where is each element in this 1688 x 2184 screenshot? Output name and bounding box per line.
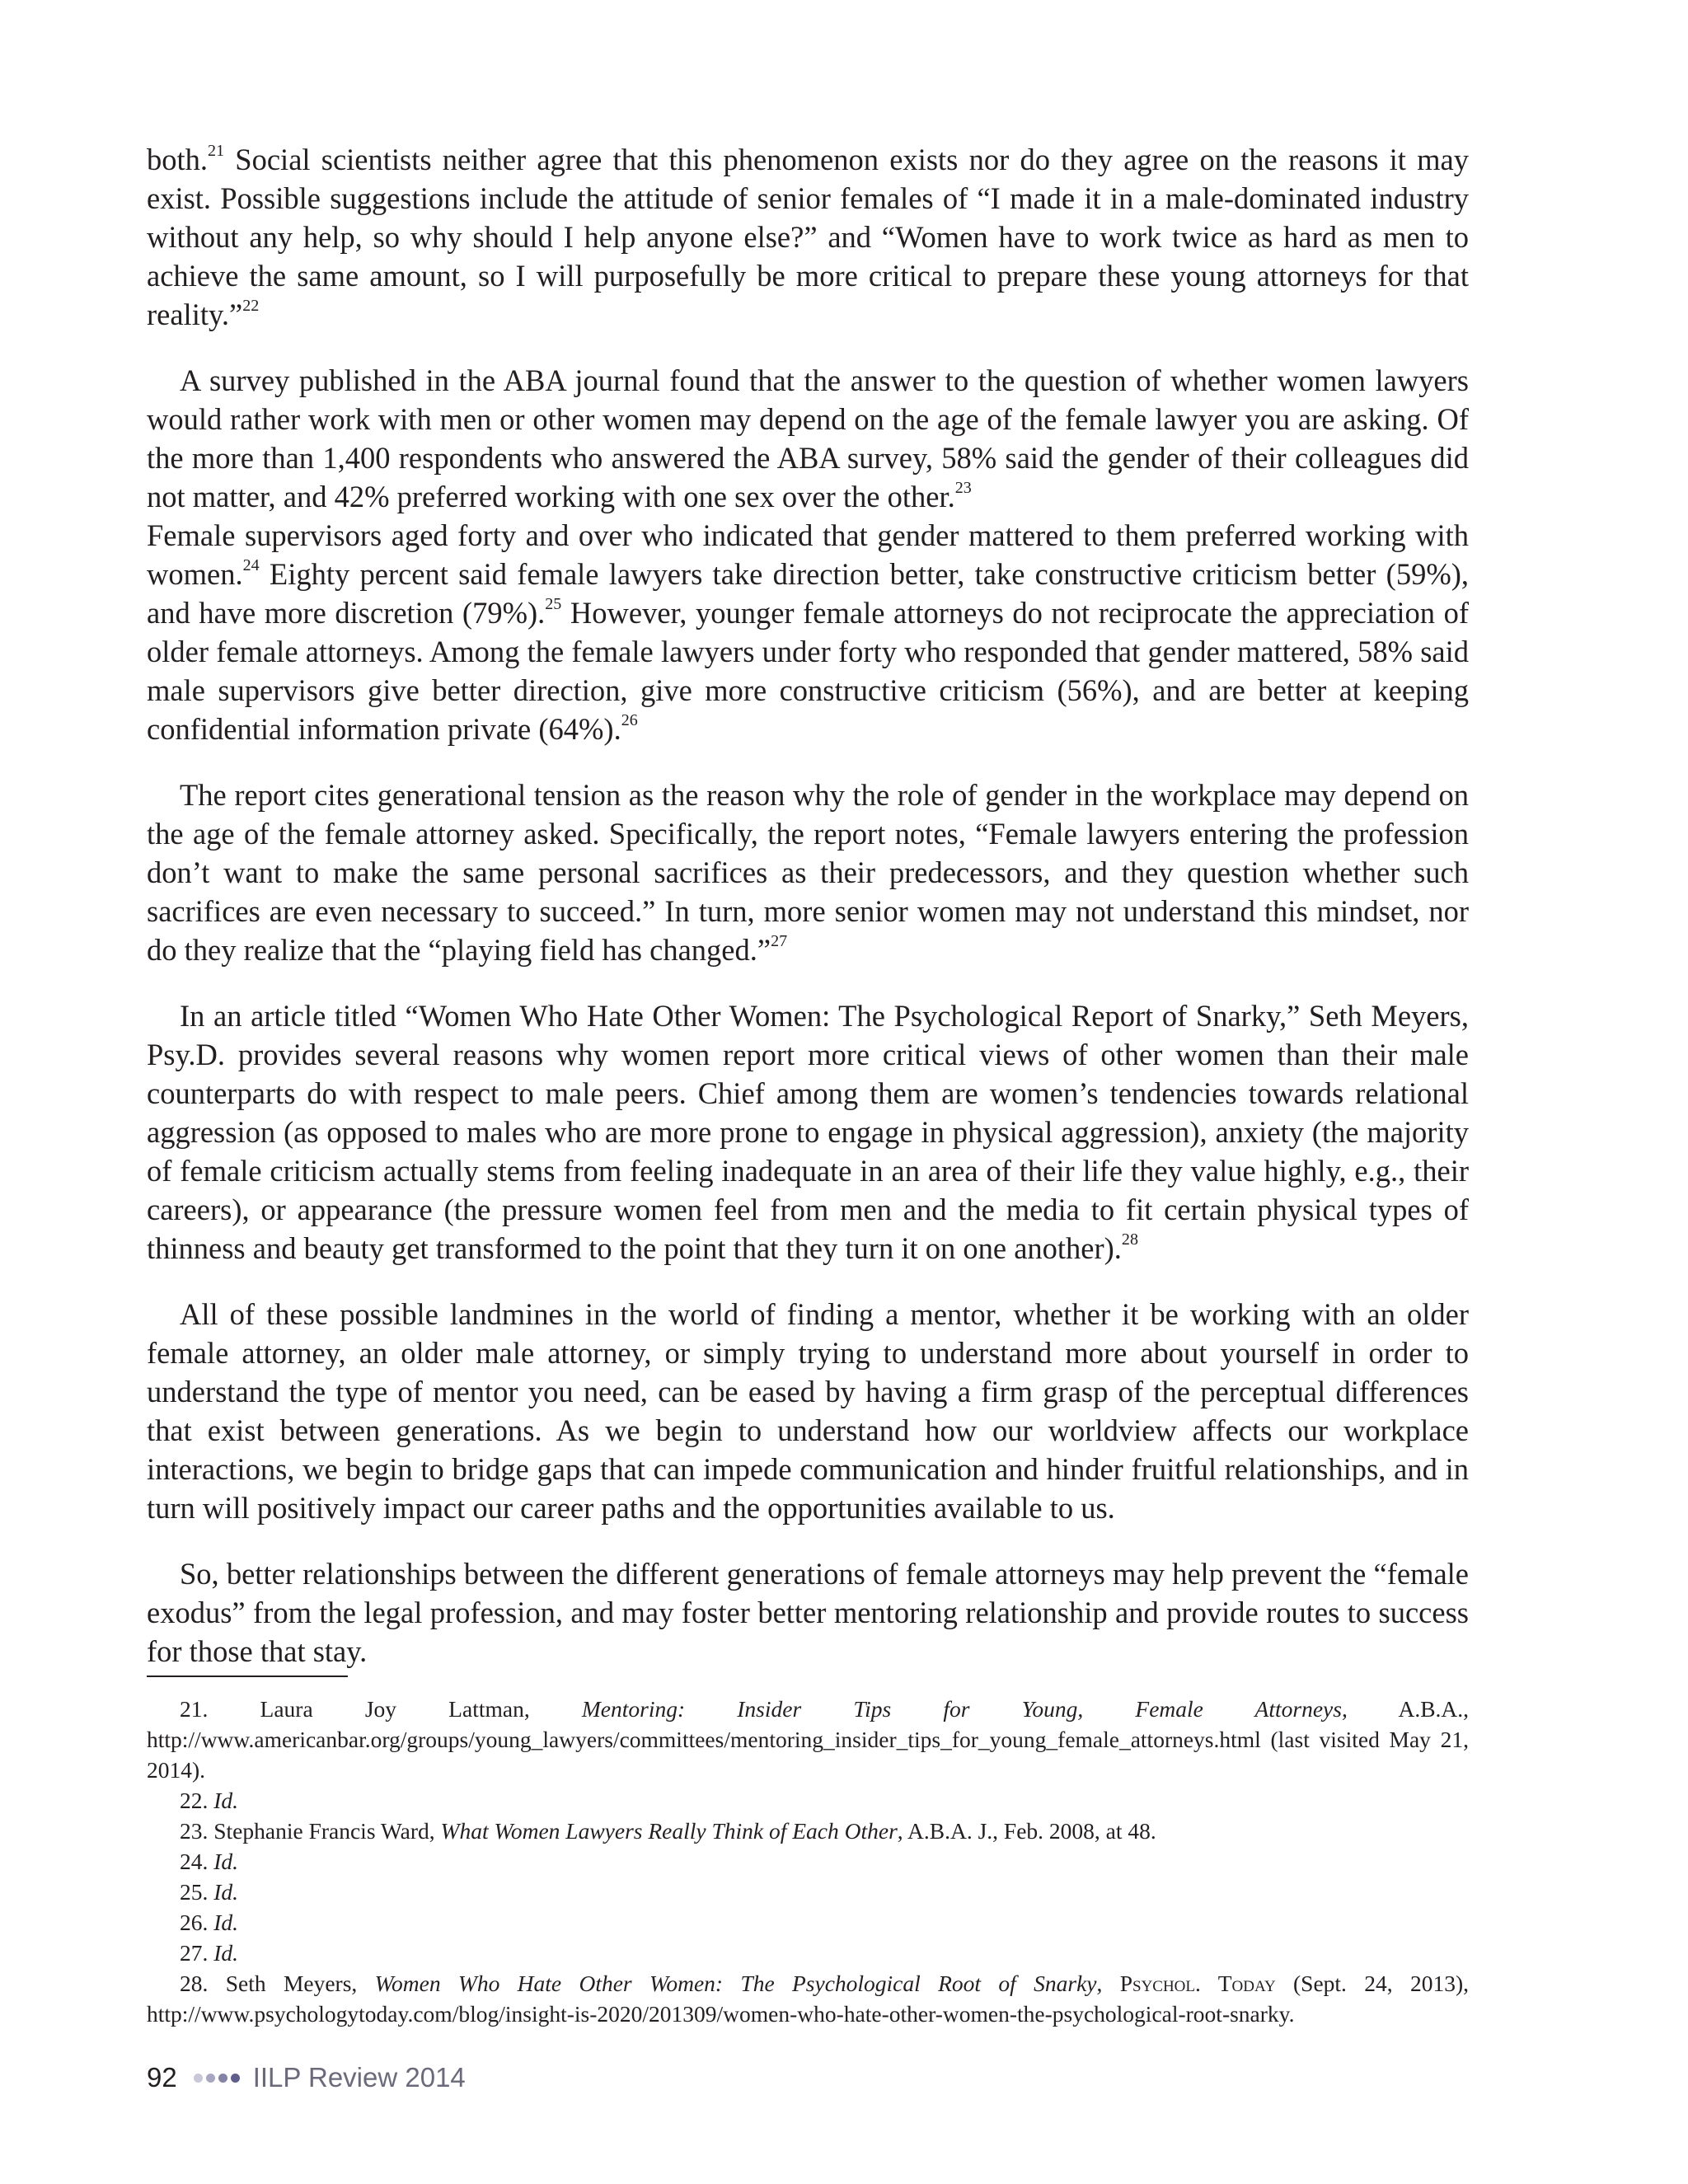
paragraph-1 [147, 140, 1469, 334]
footnote-ref-28[interactable]: 28 [1121, 1230, 1138, 1249]
paragraph-5 [147, 1295, 1469, 1527]
paragraph-3 [147, 776, 1469, 969]
paragraph-text: Eighty percent said female lawyers take direction better, take constructive criticism better (59%), and have more discretion (79%). [147, 557, 1469, 630]
footnote-title: Mentoring: Insider Tips for Young, Female Attorneys, [581, 1696, 1348, 1722]
footnote-number: 26. [180, 1910, 209, 1935]
footnote-text: Id. [213, 1940, 239, 1966]
dot-icon [231, 2074, 240, 2083]
footer-dots-icon [194, 2074, 243, 2083]
footnote-ref-23[interactable]: 23 [954, 478, 972, 497]
footnote-ref-24[interactable]: 24 [242, 555, 260, 574]
footnote-26 [147, 1907, 1469, 1938]
paragraph-text: All of these possible landmines in the world of finding a mentor, whether it be working with an older female attorney, an older male attorney, or simply trying to understand more about yourself in order to understand the type of mentor you need, can be eased by having a firm grasp of the perceptual differences that exist between generations. As we begin to understand how our worldview affects our workplace interactions, we begin to bridge gaps that can impede communication and hinder fruitful relationships, and in turn will positively impact our career paths and the opportunities available to us. [147, 1297, 1469, 1525]
paragraph-text: In an article titled “Women Who Hate Other Women: The Psychological Report of Snarky,” Seth Meyers, Psy.D. provides several reasons why women report more critical views of other women than their male counterparts do with respect to male peers. Chief among them are women’s tendencies towards relational aggression (as opposed to males who are more prone to engage in physical aggression), anxiety (the majority of female criticism actually stems from feeling inadequate in an area of their life they value highly, e.g., their careers), or appearance (the pressure women feel from men and the media to fit certain physical types of thinness and beauty get transformed to the point that they turn it on one another). [147, 999, 1469, 1265]
paragraph-6 [147, 1554, 1469, 1671]
footnote-number: 23. [180, 1818, 209, 1844]
paragraph-text: A survey published in the ABA journal found that the answer to the question of whether women lawyers would rather work with men or other women may depend on the age of the female lawyer you are asking. Of the more than 1,400 respondents who answered the ABA survey, 58% said the gender of their colleagues did not matter, and 42% preferred working with one sex over the other. [147, 363, 1469, 513]
footnote-number: 27. [180, 1940, 209, 1966]
publication-title: IILP Review 2014 [252, 2062, 466, 2093]
footnote-text: Stephanie Francis Ward, [213, 1818, 441, 1844]
footnote-number: 21. [180, 1696, 209, 1722]
paragraph-text: Female supervisors aged forty and over who indicated that gender mattered to them preferred working with women. [147, 518, 1469, 591]
footnote-number: 28. [180, 1971, 209, 1996]
footnote-link-text[interactable]: A.B.A., http://www.americanbar.org/groups/young_lawyers/committees/mentoring_insider_tips_for_young_female_attorneys.html (last visited May 21, 2014). [147, 1696, 1470, 1783]
footnote-text: Seth Meyers, [225, 1971, 375, 1996]
footnote-title: Women Who Hate Other Women: The Psychological Root of Snarky [374, 1971, 1097, 1996]
footnote-ref-27[interactable]: 27 [771, 931, 788, 950]
page-footer [147, 2059, 466, 2097]
footnote-21 [147, 1694, 1469, 1785]
paragraph-text: Social scientists neither agree that this phenomenon exists nor do they agree on the reasons it may exist. Possible suggestions include the attitude of senior females of “I made it in a male-dominated industry without any help, so why should I help anyone else?” and “Women have to work twice as hard as men to achieve the same amount, so I will purposefully be more critical to prepare these young attorneys for that reality.” [147, 143, 1469, 331]
footnotes [147, 1694, 1469, 2029]
dot-icon [206, 2074, 215, 2083]
footnote-text: Id. [213, 1910, 239, 1935]
footnote-28: 28. Seth Meyers, Women Who Hate Other Women: The Psychological Root of Snarky, Psychol. Today (Sept. 24, 2013), http://www.psychologytoday.com/blog/insight-is-2020/201309/women-who-hate-other-women-the-psychological-root-snarky. [147, 1971, 1470, 2027]
paragraph-2 [147, 361, 1469, 748]
footnote-24 [147, 1846, 1469, 1877]
paragraph-4 [147, 996, 1469, 1268]
footnote-ref-26[interactable]: 26 [621, 710, 638, 729]
footnote-journal: Psychol. Today [1119, 1971, 1276, 1996]
footnote-divider [147, 1675, 348, 1677]
dot-icon [194, 2074, 203, 2083]
paragraph-text: So, better relationships between the different generations of female attorneys may help prevent the “female exodus” from the legal profession, and may foster better mentoring relationship and provide routes to success for those that stay. [147, 1557, 1469, 1668]
footnote-text: Id. [213, 1849, 239, 1874]
paragraph-text: The report cites generational tension as the reason why the role of gender in the workplace may depend on the age of the female attorney asked. Specifically, the report notes, “Female lawyers entering the profession don’t want to make the same personal sacrifices as their predecessors, and they question whether such sacrifices are even necessary to succeed.” In turn, more senior women may not understand this mindset, nor do they realize that the “playing field has changed.” [147, 778, 1469, 967]
footnote-text: Laura Joy Lattman, [260, 1696, 582, 1722]
dot-icon [218, 2074, 227, 2083]
page-number: 92 [147, 2062, 177, 2093]
footnote-ref-22[interactable]: 22 [242, 296, 260, 315]
footnote-title: What Women Lawyers Really Think of Each Other [440, 1818, 898, 1844]
footnote-text: Id. [213, 1788, 239, 1813]
footnote-22 [147, 1785, 1469, 1816]
footnote-text: , A.B.A. J., Feb. 2008, at 48. [897, 1818, 1156, 1844]
footnote-link-text[interactable]: (Sept. 24, 2013), http://www.psychologytoday.com/blog/insight-is-2020/201309/women-who-hate-other-women-the-psychological-root-snarky. [147, 1971, 1470, 2027]
footnote-number: 22. [180, 1788, 209, 1813]
footnote-text: Id. [213, 1879, 239, 1905]
footnote-ref-25[interactable]: 25 [545, 594, 562, 613]
paragraph-text: However, younger female attorneys do not reciprocate the appreciation of older female attorneys. Among the female lawyers under forty who responded that gender mattered, 58% said male supervisors give better direction, give more constructive criticism (56%), and are better at keeping confidential information private (64%). [147, 596, 1469, 746]
footnote-23 [147, 1816, 1469, 1846]
page-body [147, 140, 1469, 2029]
footnote-number: 25. [180, 1879, 209, 1905]
footnote-27 [147, 1938, 1469, 1968]
footnote-ref-21[interactable]: 21 [208, 141, 225, 160]
paragraph-text: both. [147, 143, 209, 176]
footnote-25 [147, 1877, 1469, 1907]
footnote-number: 24. [180, 1849, 209, 1874]
